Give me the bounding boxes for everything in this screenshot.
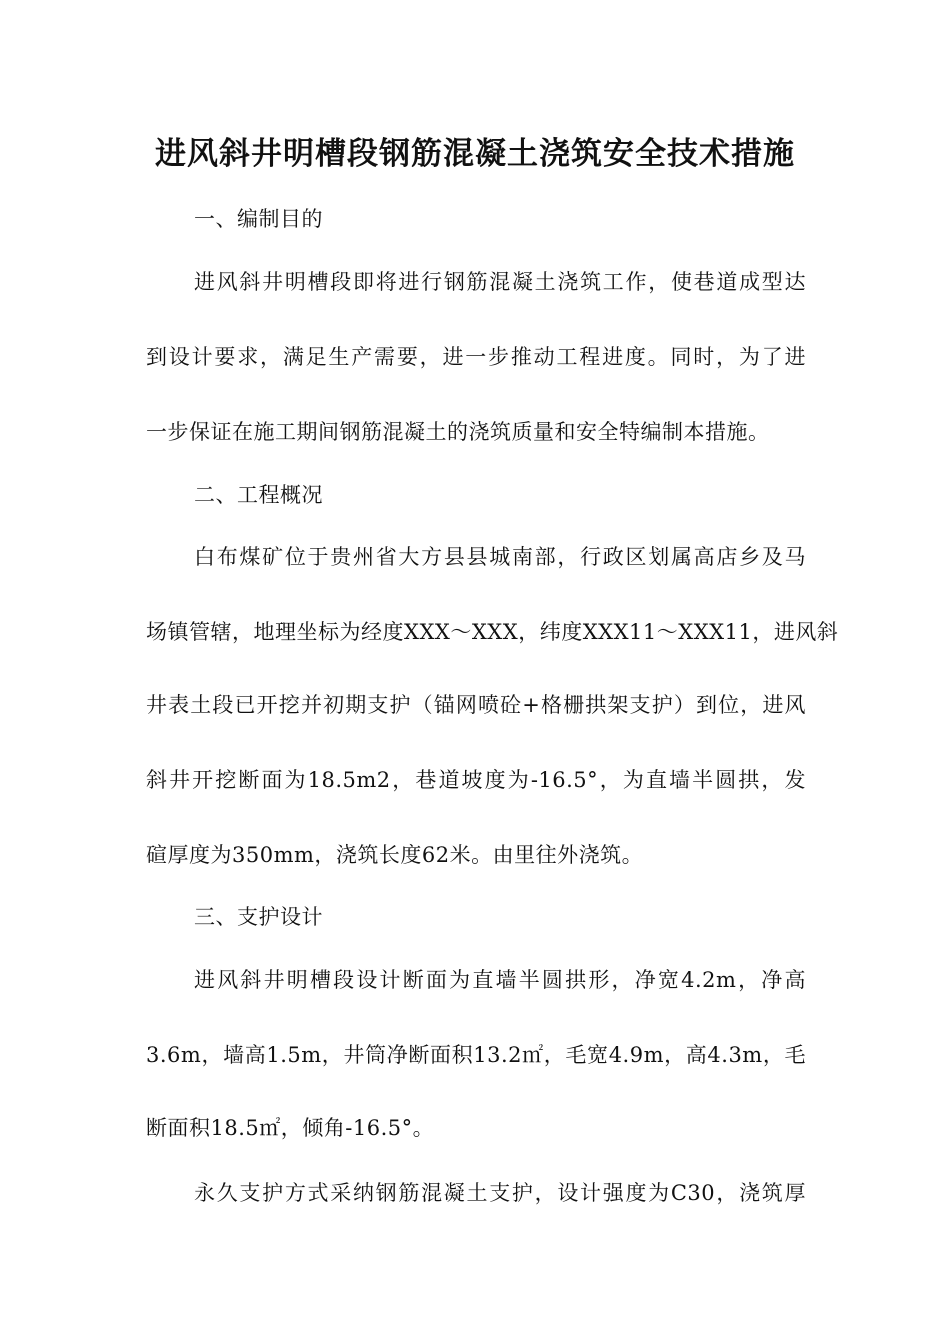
paragraph-line: 到设计要求，满足生产需要，进一步推动工程进度。同时，为了进 xyxy=(146,345,806,369)
paragraph-line: 场镇管辖，地理坐标为经度XXX～XXX，纬度XXX11～XXX11，进风斜 xyxy=(146,620,839,644)
paragraph-line: 3.6m，墙高1.5m，井筒净断面积13.2㎡，毛宽4.9m，高4.3m，毛 xyxy=(146,1043,806,1067)
paragraph-line: 一步保证在施工期间钢筋混凝土的浇筑质量和安全特编制本措施。 xyxy=(146,420,770,444)
paragraph-line: 断面积18.5㎡，倾角-16.5°。 xyxy=(146,1116,435,1140)
paragraph-line: 进风斜井明槽段设计断面为直墙半圆拱形，净宽4.2m，净高 xyxy=(194,968,806,992)
paragraph-line: 井表土段已开挖并初期支护（锚网喷砼+格栅拱架支护）到位，进风 xyxy=(146,693,806,717)
paragraph-line: 斜井开挖断面为18.5m2，巷道坡度为-16.5°，为直墙半圆拱，发 xyxy=(146,768,806,792)
section-heading: 三、支护设计 xyxy=(194,905,323,929)
paragraph-line: 白布煤矿位于贵州省大方县县城南部，行政区划属高店乡及马 xyxy=(194,545,806,569)
paragraph-line: 永久支护方式采纳钢筋混凝土支护，设计强度为C30，浇筑厚 xyxy=(194,1181,806,1205)
document-title: 进风斜井明槽段钢筋混凝土浇筑安全技术措施 xyxy=(155,136,795,172)
section-heading: 二、工程概况 xyxy=(194,483,323,507)
paragraph-line: 进风斜井明槽段即将进行钢筋混凝土浇筑工作，使巷道成型达 xyxy=(194,270,806,294)
section-heading: 一、编制目的 xyxy=(194,207,323,231)
paragraph-line: 碹厚度为350mm，浇筑长度62米。由里往外浇筑。 xyxy=(146,843,644,867)
